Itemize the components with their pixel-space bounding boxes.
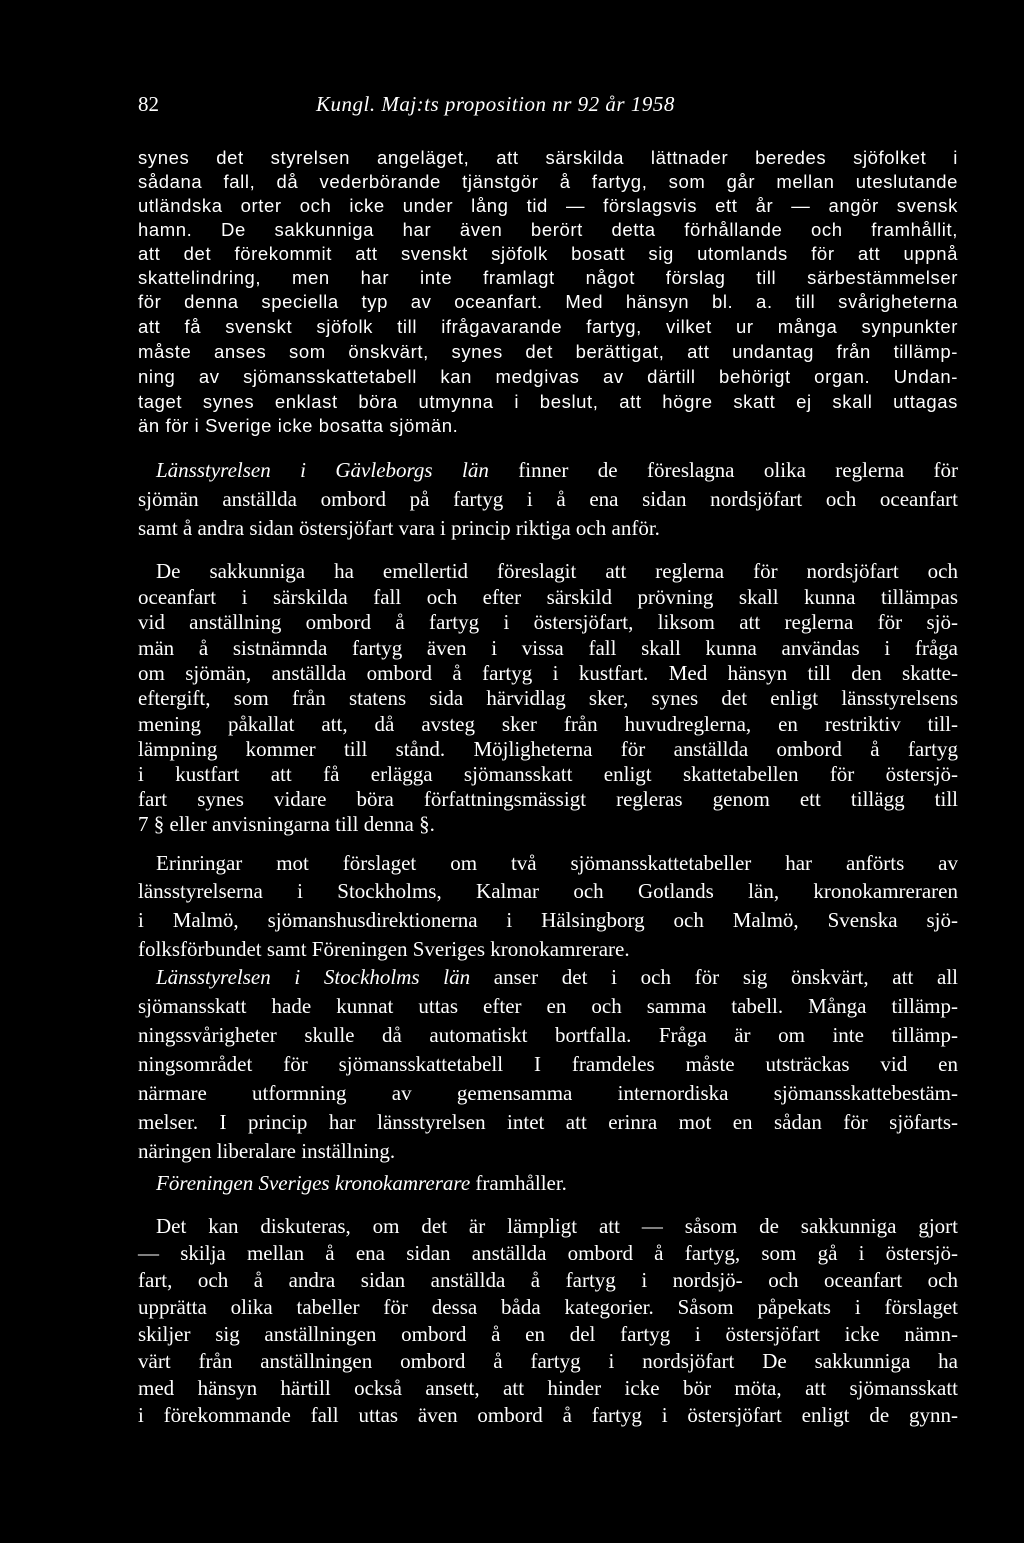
- text-line: upprätta olika tabeller för dessa båda kategorier. Såsom påpekats i förslaget: [138, 1295, 958, 1319]
- text-line: hamn. De sakkunniga har även berört detta förhållande och framhållit,: [138, 219, 958, 240]
- text-line: med hänsyn härtill också ansett, att hinder icke bör möta, att sjömansskatt: [138, 1376, 958, 1400]
- text-line: Föreningen Sveriges kronokamrerare framhåller.: [156, 1171, 567, 1195]
- text-line: fart, och å andra sidan anställda å fartyg i nordsjö- och oceanfart och: [138, 1268, 958, 1292]
- text-line: oceanfart i särskilda fall och efter särskild prövning skall kunna tillämpas: [138, 585, 958, 609]
- text-line: sjömansskatt hade kunnat uttas efter en och samma tabell. Många tillämp-: [138, 994, 958, 1018]
- text-line: än för i Sverige icke bosatta sjömän.: [138, 415, 459, 436]
- text-line: män å sistnämnda fartyg även i vissa fall skall kunna användas i fråga: [138, 636, 958, 660]
- text-line: ningsområdet för sjömansskattetabell I framdeles måste utsträckas vid en: [138, 1052, 958, 1076]
- text-line: melser. I princip har länsstyrelsen intet att erinra mot en sådan för sjöfarts-: [138, 1110, 958, 1134]
- text-line: i Malmö, sjömanshusdirektionerna i Hälsingborg och Malmö, Svenska sjö-: [138, 908, 958, 932]
- text-line: ningssvårigheter skulle då automatiskt bortfalla. Fråga är om inte tillämp-: [138, 1023, 958, 1047]
- text-line: mening påkallat att, då avsteg sker från huvudreglerna, en restriktiv till-: [138, 712, 958, 736]
- page-header: [138, 92, 958, 126]
- text-line: närmare utformning av gemensamma internordiska sjömansskattebestäm-: [138, 1081, 958, 1105]
- text-line: samt å andra sidan östersjöfart vara i princip riktiga och anför.: [138, 516, 660, 540]
- text-line: De sakkunniga ha emellertid föreslagit att reglerna för nordsjöfart och: [156, 559, 958, 583]
- text-line: om sjömän, anställda ombord å fartyg i kustfart. Med hänsyn till den skatte-: [138, 661, 958, 685]
- authority-name: Länsstyrelsen i Gävleborgs län: [156, 458, 489, 482]
- running-title: Kungl. Maj:ts proposition nr 92 år 1958: [316, 92, 675, 116]
- text-line: — skilja mellan å ena sidan anställda ombord å fartyg, som gå i östersjö-: [138, 1241, 958, 1265]
- text-line: att få svenskt sjöfolk till ifrågavarande fartyg, vilket ur många synpunkter: [138, 316, 958, 337]
- text-line: skattelindring, men har inte framlagt något förslag till särbestämmelser: [138, 267, 958, 288]
- text-line: skiljer sig anställningen ombord å en del fartyg i östersjöfart icke nämn-: [138, 1322, 958, 1346]
- text-line: vid anställning ombord å fartyg i östersjöfart, liksom att reglerna för sjö-: [138, 610, 958, 634]
- text-line: Det kan diskuteras, om det är lämpligt att — såsom de sakkunniga gjort: [156, 1214, 958, 1238]
- page-number: 82: [138, 92, 159, 116]
- text-line: länsstyrelserna i Stockholms, Kalmar och Gotlands län, kronokamreraren: [138, 879, 958, 903]
- text-line: måste anses som önskvärt, synes det berättigat, att undantag från tillämp-: [138, 341, 958, 362]
- text-line: i kustfart att få erlägga sjömansskatt enligt skattetabellen för östersjö-: [138, 762, 958, 786]
- text-line: Länsstyrelsen i Gävleborgs län finner de föreslagna olika reglerna för: [156, 458, 958, 482]
- text-line: näringen liberalare inställning.: [138, 1139, 396, 1163]
- text-line: sådana fall, då vederbörande tjänstgör å fartyg, som går mellan uteslutande: [138, 171, 958, 192]
- text-line: Erinringar mot förslaget om två sjömansskattetabeller har anförts av: [156, 851, 958, 875]
- text-line: utländska orter och icke under lång tid — förslagsvis ett år — angör svensk: [138, 195, 958, 216]
- text-line: ning av sjömansskattetabell kan medgivas av därtill behörigt organ. Undan-: [138, 366, 958, 387]
- text-line: lämpning kommer till stånd. Möjligheterna för anställda ombord å fartyg: [138, 737, 958, 761]
- text-line: 7 § eller anvisningarna till denna §.: [138, 812, 435, 836]
- authority-name: Föreningen Sveriges kronokamrerare: [156, 1171, 471, 1195]
- text-line: eftergift, som från statens sida härvidlag sker, synes det enligt länsstyrelsens: [138, 686, 958, 710]
- text-line: värt från anställningen ombord å fartyg i nordsjöfart De sakkunniga ha: [138, 1349, 958, 1373]
- text-line: fart synes vidare böra författningsmässigt regleras genom ett tillägg till: [138, 787, 958, 811]
- text-line: folksförbundet samt Föreningen Sveriges kronokamrerare.: [138, 937, 630, 961]
- text-line: Länsstyrelsen i Stockholms län anser det i och för sig önskvärt, att all: [156, 965, 958, 989]
- text-line: för denna speciella typ av oceanfart. Med hänsyn bl. a. till svårigheterna: [138, 291, 958, 312]
- text-line: sjömän anställda ombord på fartyg i å ena sidan nordsjöfart och oceanfart: [138, 487, 958, 511]
- text-line: i förekommande fall uttas även ombord å fartyg i östersjöfart enligt de gynn-: [138, 1403, 958, 1427]
- text-line: att det förekommit att svenskt sjöfolk bosatt sig utomlands för att uppnå: [138, 243, 958, 264]
- authority-name: Länsstyrelsen i Stockholms län: [156, 965, 471, 989]
- text-line: taget synes enklast böra utmynna i beslut, att högre skatt ej skall uttagas: [138, 391, 958, 412]
- text-line: synes det styrelsen angeläget, att särskilda lättnader beredes sjöfolket i: [138, 147, 958, 168]
